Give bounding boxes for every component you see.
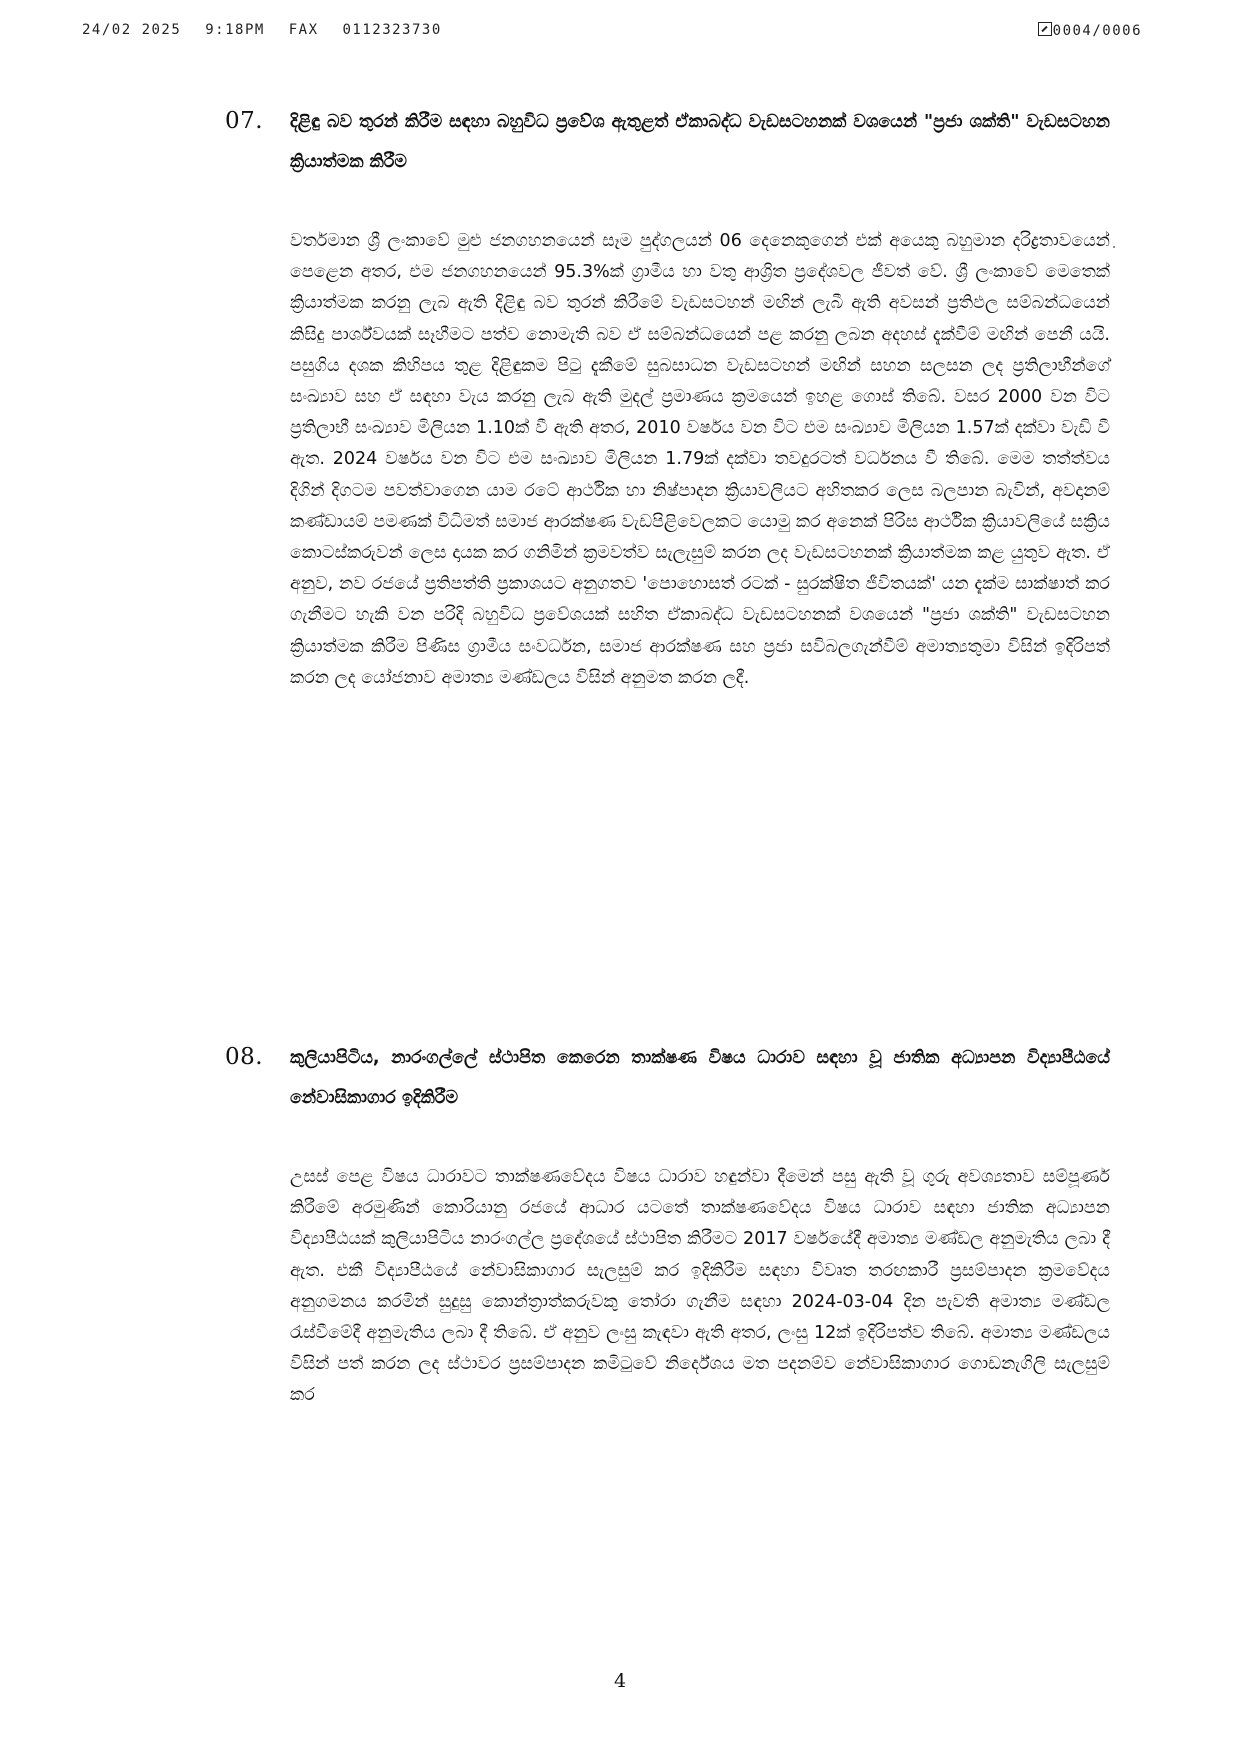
- page-number: 4: [613, 1670, 627, 1692]
- fax-checkbox-icon: [1038, 22, 1052, 36]
- scan-speck: [1113, 246, 1115, 248]
- fax-header: [82, 22, 1142, 46]
- item-number: 08.: [225, 1044, 264, 1070]
- fax-number: 0112323730: [342, 22, 442, 38]
- item-body: උසස් පෙළ විෂය ධාරාවට තාක්ෂණවේදය විෂය ධාරාව හඳුන්වා දීමෙන් පසු ඇති වූ ගුරු අවශ්‍යතාව සම්පූර්ණ කිරීමේ අරමුණින් කොරියානු රජයේ ආධාර යටතේ තාක්ෂණවේදය විෂය ධාරාව සඳහා ජාතික අධ්‍යාපන විද්‍යාපීඨයක් කුලියාපිටිය නාරංගල්ල ප්‍රදේශයේ ස්ථාපිත කිරීමට 2017 වර්ෂයේදී අමාත්‍ය මණ්ඩල අනුමැතිය ලබා දී ඇත. එකී විද්‍යාපීඨයේ නේවාසිකාගාර සැලසුම් කර ඉදිකිරීම සඳහා විවෘත තරඟකාරී ප්‍රසම්පාදන ක්‍රමවේදය අනුගමනය කරමින් සුදුසු කොන්ත්‍රාත්කරුවකු තෝරා ගැනීම සඳහා 2024-03-04 දින පැවති අමාත්‍ය මණ්ඩල රැස්වීමේදී අනුමැතිය ලබා දී තිබේ. ඒ අනුව ලංසු කැඳවා ඇති අතර, ලංසු 12ක් ඉදිරිපත්ව තිබේ. අමාත්‍ය මණ්ඩලය විසින් පත් කරන ලද ස්ථාවර ප්‍රසම්පාදන කමිටුවේ නිර්දේශය මත පදනම්ව නේවාසිකාගාර ගොඩනැගිලි සැලසුම් කර: [290, 1167, 1110, 1406]
- decision-item-07: [225, 108, 1137, 1018]
- fax-header-right: [1038, 22, 1142, 39]
- fax-date: 24/02 2025: [82, 22, 182, 38]
- item-body: වර්තමාන ශ්‍රී ලංකාවේ මුළු ජනගහනයෙන් සෑම පුද්ගලයන් 06 දෙනෙකුගෙන් එක් අයෙකු බහුමාන දරිද්‍රතාවයෙන් පෙළෙන අතර, එම ජනගහනයෙන් 95.3%ක් ග්‍රාමීය හා වතු ආශ්‍රිත ප්‍රදේශවල ජීවත් වේ. ශ්‍රී ලංකාවේ මෙතෙක් ක්‍රියාත්මක කරනු ලැබ ඇති දිළිඳු බව තුරන් කිරීමේ වැඩසටහන් මඟින් ලැබී ඇති අවසන් ප්‍රතිඵල සම්බන්ධයෙන් කිසිදු පාර්ශ්වයක් සෑහීමට පත්ව නොමැති බව ඒ සම්බන්ධයෙන් පළ කරනු ලබන අදහස් දැක්වීම් මඟින් පෙනී යයි. පසුගිය දශක කිහිපය තුළ දිළිඳුකම පිටු දැකීමේ සුබසාධන වැඩසටහන් මඟින් සහන සලසන ලද ප්‍රතිලාභීන්ගේ සංඛ්‍යාව සහ ඒ සඳහා වැය කරනු ලැබ ඇති මුදල් ප්‍රමාණය ක්‍රමයෙන් ඉහළ ගොස් තිබේ. වසර 2000 වන විට ප්‍රතිලාභී සංඛ්‍යාව මිලියන 1.10ක් වී ඇති අතර, 2010 වර්ෂය වන විට එම සංඛ්‍යාව මිලියන 1.57ක් දක්වා වැඩි වී ඇත. 2024 වර්ෂය වන විට එම සංඛ්‍යාව මිලියන 1.79ක් දක්වා තවදුරටත් වර්ධනය වී තිබේ. මෙම තත්ත්වය දිගින් දිගටම පවත්වාගෙන යාම රටේ ආර්ථික හා නිෂ්පාදන ක්‍රියාවලියට අහිතකර ලෙස බලපාන බැවින්, අවදානම් කණ්ඩායම් පමණක් විධිමත් සමාජ ආරක්ෂණ වැඩපිළිවෙලකට යොමු කර අනෙක් පිරිස ආර්ථික ක්‍රියාවලියේ සක්‍රිය කොටස්කරුවන් ලෙස දායක කර ගනිමින් ක්‍රමවත්ව සැලැසුම් කරන ලද වැඩසටහනක් ක්‍රියාත්මක කළ යුතුව ඇත. ඒ අනුව, නව රජයේ ප්‍රතිපත්ති ප්‍රකාශයට අනුගතව 'පොහොසත් රටක් - සුරක්ෂිත ජීවිතයක්' යන දැක්ම සාක්ෂාත් කර ගැනීමට හැකි වන පරිදි බහුවිධ ප්‍රවේශයක් සහිත ඒකාබද්ධ වැඩසටහනක් වශයෙන් "ප්‍රජා ශක්ති" වැඩසටහන ක්‍රියාත්මක කිරීම පිණිස ග්‍රාමීය සංවර්ධන, සමාජ ආරක්ෂණ සහ ප්‍රජා සවිබලගැන්වීම් අමාත්‍යතුමා විසින් ඉදිරිපත් කරන ලද යෝජනාව අමාත්‍ය මණ්ඩලය විසින් අනුමත කරන ලදී.: [290, 231, 1110, 688]
- fax-page-counter: 0004/0006: [1052, 23, 1142, 39]
- item-title: කුලියාපිටිය, නාරංගල්ලේ ස්ථාපිත කෙරෙන තාක්ෂණ විෂය ධාරාව සඳහා වූ ජාතික අධ්‍යාපන විද්‍යාපීඨයේ නේවාසිකාගාර ඉදිකිරීම: [290, 1048, 1110, 1108]
- fax-label: FAX: [288, 22, 319, 38]
- fax-header-left: [82, 22, 456, 38]
- item-number: 07.: [225, 108, 264, 134]
- item-title: දිළිඳු බව තුරන් කිරීම සඳහා බහුවිධ ප්‍රවේශ ඇතුළත් ඒකාබද්ධ වැඩසටහනක් වශයෙන් "ප්‍රජා ශක්ති" වැඩසටහන ක්‍රියාත්මක කිරීම: [290, 112, 1110, 172]
- decision-item-08: [225, 1044, 1137, 1684]
- fax-time: 9:18PM: [205, 22, 265, 38]
